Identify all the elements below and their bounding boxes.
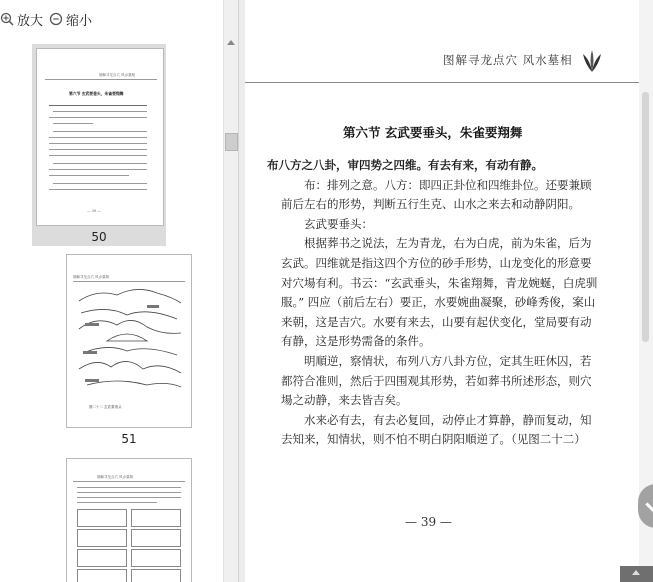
zoom-out-icon [49,12,63,26]
zoom-in-label: 放大 [17,13,44,29]
lotus-ornament-icon [581,48,603,74]
zoom-out-button[interactable] [49,10,92,29]
thumb-header: 图解寻龙点穴 风水墓相 [99,73,136,77]
thumb-header: 图解寻龙点穴 风水墓相 [73,275,110,279]
scroll-up-icon[interactable] [227,40,235,45]
thumbnail-image [66,458,192,582]
body-text [267,156,601,450]
paragraph: 玄武要垂头： [304,216,373,231]
thumbnail-sidebar [0,0,238,582]
thumb-caption: 图二十二 玄武要垂头 [89,405,122,409]
thumb-header: 图解寻龙点穴 风水墓相 [97,475,134,479]
zoom-toolbar [0,0,238,38]
document-page [245,0,639,582]
paragraph: 水来必有去，有去必复回，动停止才算静，静而复动，知去知来，知情状，则不怕不明白阴阳順逆了。（见图二十二） [281,412,592,447]
thumbnail-page-52[interactable] [32,456,166,582]
zoom-in-icon [0,12,14,26]
thumbnail-label: 51 [121,432,137,446]
running-header: 图解寻龙点穴 风水墓相 [443,53,573,67]
scrollbar-thumb[interactable] [225,133,238,151]
paragraph: 根据葬书之说法，左为青龙，右为白虎，前为朱雀，后为玄武。四维就是指这四个方位的砂手形势，山龙变化的形意要对穴場有利。书云：“玄武垂头，朱雀翔舞，青龙婉蜒，白虎驯服。” 四应（前后左右）要正，水要婉曲凝聚，砂峰秀俊，案山来朝，这是吉穴。水要有来去，山要有起伏变化，堂局要有动有静，这是形势需备的条件。 [281,236,598,349]
thumbnail-page-51[interactable] [32,252,166,452]
page-number: — 39 — [405,515,452,529]
back-to-top-icon[interactable] [620,566,653,582]
zoom-out-label: 缩小 [66,13,93,29]
lead-paragraph: 布八方之八卦，审四势之四维。有去有来，有动有静。 [267,158,543,172]
header-rule [245,82,639,83]
thumbnail-image [66,254,192,428]
thumbnail-image [36,48,164,226]
paragraph: 明順逆，察情状，布列八方八卦方位，定其生旺休囚，若都符合准则，然后于四围观其形势，若如葬书所述形态，则穴場之动静，来去皆吉矣。 [281,353,592,408]
thumbnail-page-50[interactable] [32,44,166,246]
zoom-in-button[interactable] [0,10,43,29]
thumb-title: 第六节 玄武要垂头，朱雀要翔舞 [69,91,124,96]
paragraph: 布：排列之意。八方：即四正卦位和四维卦位。还要兼顾前后左右的形势，判断五行生克、山水之来去和动静阴阳。 [281,177,592,212]
mountain-illustration [77,285,183,393]
thumb-footer: — 39 — [87,209,101,213]
diagram-grid [77,509,181,582]
thumbnail-label: 50 [91,230,107,244]
thumbnail-scrollbar[interactable] [223,0,238,582]
scrollbar-thumb[interactable] [642,92,649,342]
section-title: 第六节 玄武要垂头，朱雀要翔舞 [343,125,523,140]
